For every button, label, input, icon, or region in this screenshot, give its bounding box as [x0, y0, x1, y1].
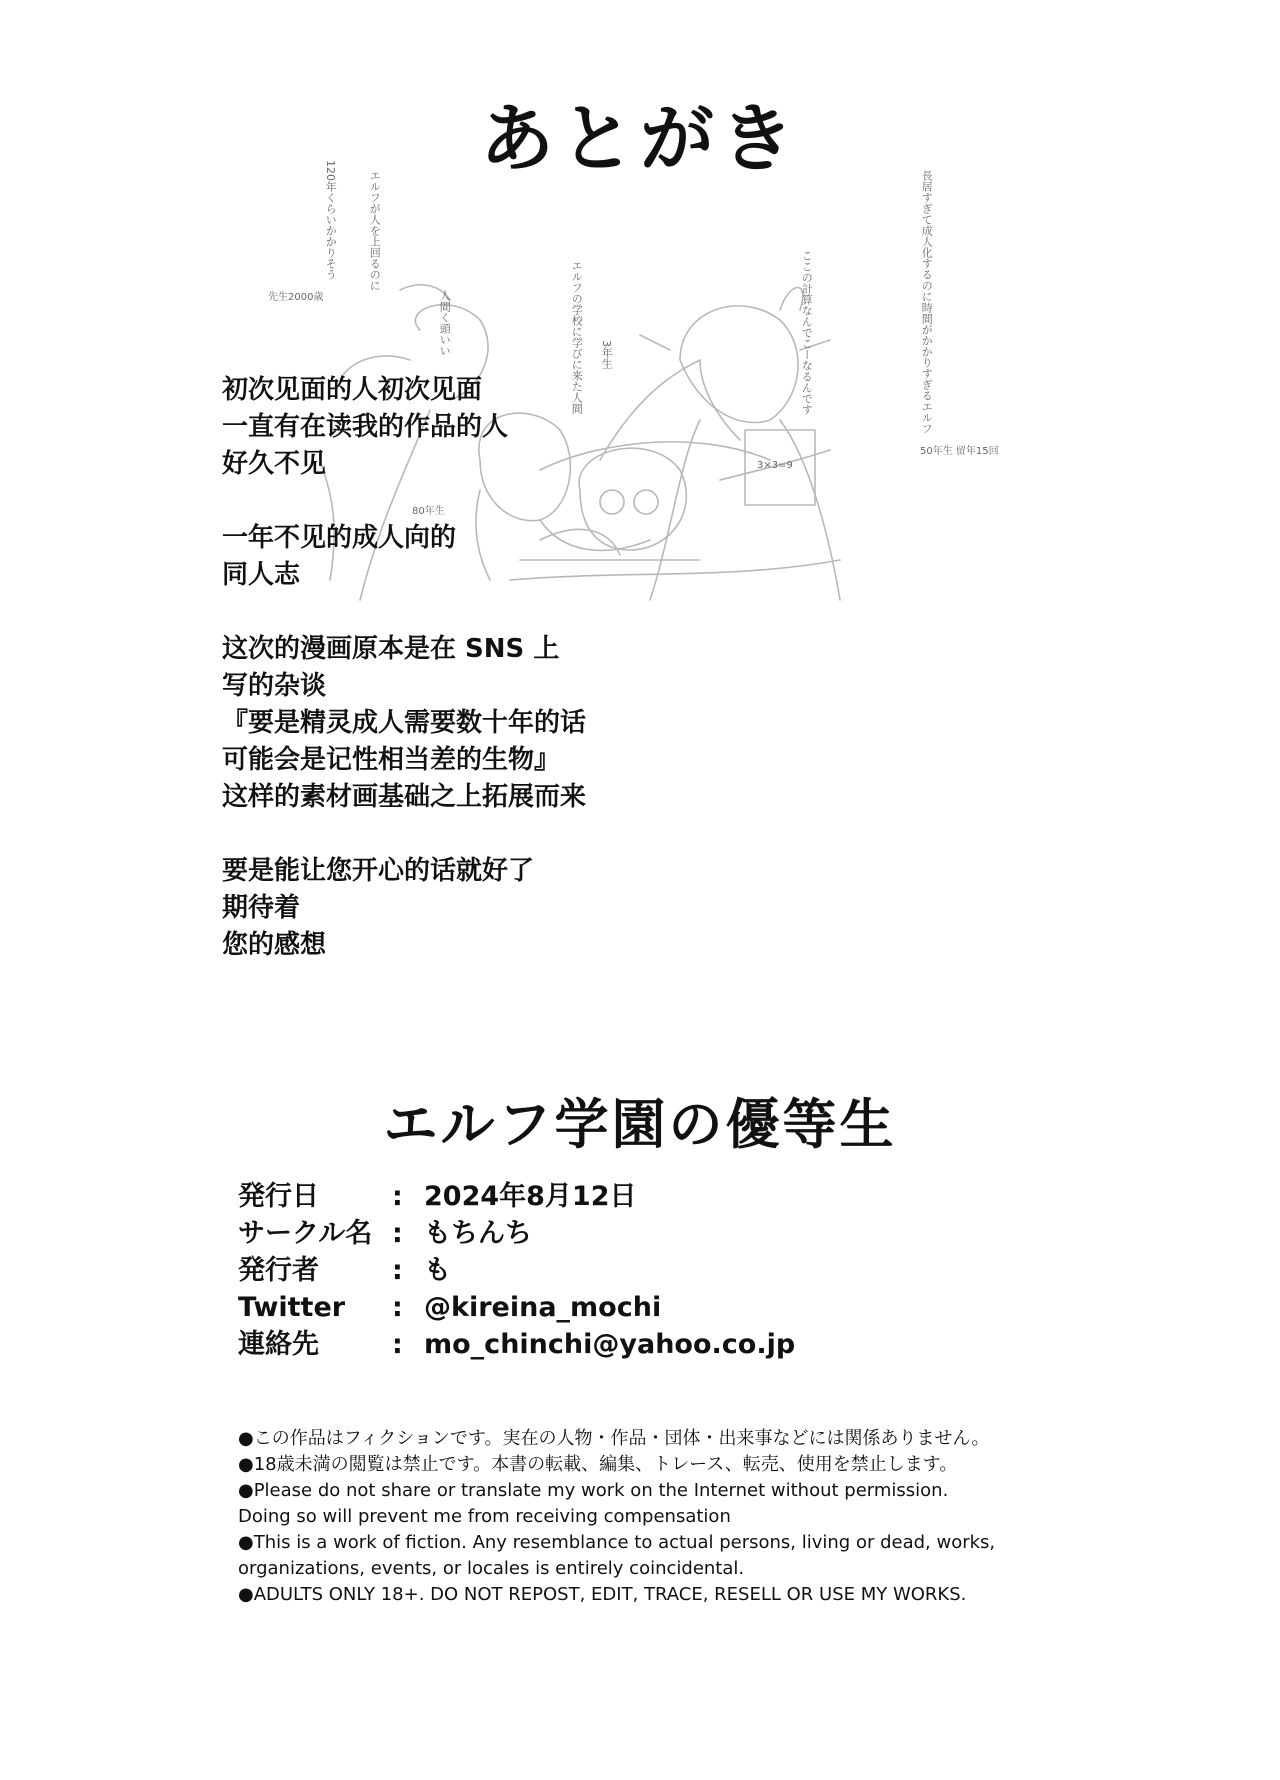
notice-line: ●This is a work of fiction. Any resemblance to actual persons, living or dead, works,	[238, 1532, 996, 1553]
colophon-value: @kireina_mochi	[424, 1292, 662, 1323]
colophon-separator: :	[392, 1218, 403, 1249]
sketch-paper-text: 3×3=9	[757, 460, 793, 471]
sketch-note: ここの計算なんでこーなるんです	[800, 250, 814, 415]
paragraph-gap	[222, 594, 862, 631]
colophon-label: 連絡先	[238, 1329, 319, 1360]
sketch-note: 先生2000歳	[268, 292, 324, 303]
colophon-value: mo_chinchi@yahoo.co.jp	[424, 1329, 796, 1360]
afterword-message	[222, 372, 862, 964]
colophon-label: Twitter	[238, 1292, 346, 1323]
notice-line: ●ADULTS ONLY 18+. DO NOT REPOST, EDIT, TRACE, RESELL OR USE MY WORKS.	[238, 1584, 967, 1605]
colophon-separator: :	[392, 1329, 403, 1360]
sketch-note: 長居すぎて成人化するのに時間がかかりすぎるエルフ	[920, 170, 934, 434]
book-title: エルフ学園の優等生	[383, 1092, 897, 1156]
paragraph-gap	[222, 816, 862, 853]
message-line: 这次的漫画原本是在 SNS 上	[222, 634, 560, 664]
message-line: 要是能让您开心的话就好了	[222, 856, 535, 886]
message-line: 写的杂谈	[222, 671, 327, 701]
sketch-note: エルフの学校に学びに来た人間	[570, 260, 584, 414]
notice-line: organizations, events, or locales is entirely coincidental.	[238, 1558, 745, 1579]
message-line: 好久不见	[222, 449, 327, 479]
notice-line: ●18歳未満の閲覧は禁止です。本書の転載、編集、トレース、転売、使用を禁止します。	[238, 1454, 958, 1475]
sketch-note: 人間く頭いい	[438, 290, 452, 356]
message-line: 『要是精灵成人需要数十年的话	[222, 708, 587, 738]
legal-notices	[238, 1426, 1138, 1608]
colophon-separator: :	[392, 1292, 403, 1323]
colophon-row-twitter	[238, 1289, 1038, 1326]
message-line: 这样的素材画基础之上拓展而来	[222, 782, 587, 812]
sketch-note: 80年生	[412, 506, 445, 517]
colophon-separator: :	[392, 1181, 403, 1212]
sketch-note: 120年くらいかかりそう	[324, 160, 338, 280]
paragraph-gap	[222, 483, 862, 520]
sketch-note: 50年生 留年15回	[920, 446, 999, 457]
notice-line: Doing so will prevent me from receiving compensation	[238, 1506, 731, 1527]
message-line: 同人志	[222, 560, 301, 590]
message-line: 您的感想	[222, 930, 327, 960]
afterword-heading: あとがき	[480, 96, 800, 182]
colophon-row-date	[238, 1178, 1038, 1215]
message-line: 一年不见的成人向的	[222, 523, 457, 553]
colophon-row-contact	[238, 1326, 1038, 1363]
colophon-row-publisher	[238, 1252, 1038, 1289]
message-line: 一直有在读我的作品的人	[222, 412, 509, 442]
colophon-value: も	[424, 1255, 451, 1286]
colophon-value: 2024年8月12日	[424, 1181, 637, 1212]
colophon-separator: :	[392, 1255, 403, 1286]
notice-line: ●Please do not share or translate my work on the Internet without permission.	[238, 1480, 949, 1501]
colophon	[238, 1178, 1038, 1363]
colophon-label: サークル名	[238, 1218, 373, 1249]
colophon-value: もちんち	[424, 1218, 532, 1249]
sketch-note: 3年生	[600, 340, 614, 369]
message-line: 期待着	[222, 893, 301, 923]
sketch-note: エルフが人を上回るのに	[368, 170, 382, 291]
colophon-label: 発行者	[238, 1255, 319, 1286]
colophon-label: 発行日	[238, 1181, 319, 1212]
message-line: 可能会是记性相当差的生物』	[222, 745, 561, 775]
colophon-row-circle	[238, 1215, 1038, 1252]
notice-line: ●この作品はフィクションです。実在の人物・作品・団体・出来事などには関係ありません。	[238, 1428, 990, 1449]
message-line: 初次见面的人初次见面	[222, 375, 483, 405]
